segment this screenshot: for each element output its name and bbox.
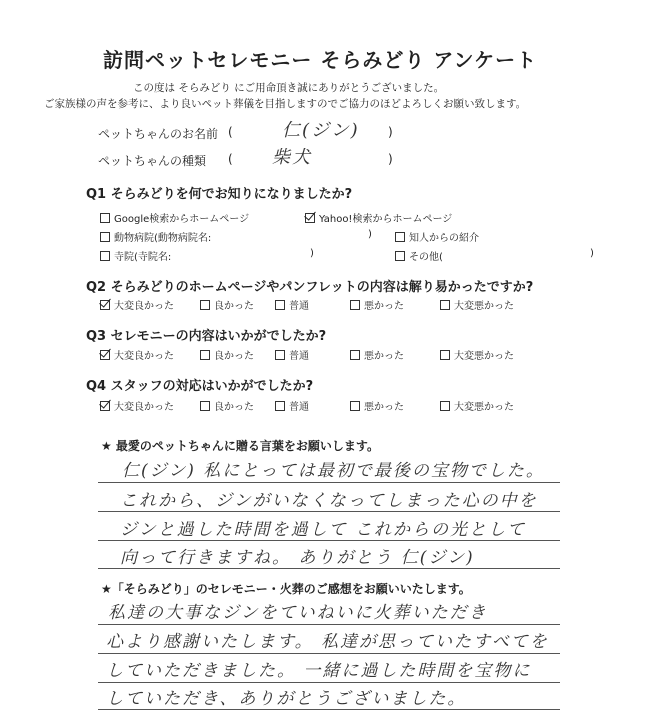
q4-option-very-bad[interactable] bbox=[440, 398, 514, 413]
option-label: 寺院(寺院名: bbox=[114, 252, 172, 263]
option-label: 普通 bbox=[289, 301, 309, 312]
checkbox[interactable] bbox=[200, 401, 210, 411]
writing-line bbox=[98, 540, 560, 541]
q1-option-temple-close: ) bbox=[310, 248, 314, 259]
q1-option-vet[interactable] bbox=[100, 229, 211, 244]
option-label: 悪かった bbox=[364, 301, 404, 312]
message-line-2[interactable]: これから、ジンがいなくなってしまった心の中を bbox=[120, 491, 538, 511]
checkbox[interactable] bbox=[100, 213, 110, 223]
writing-line bbox=[98, 568, 560, 569]
option-label: 大変悪かった bbox=[454, 402, 514, 413]
q1-option-other-close: ) bbox=[590, 248, 594, 259]
option-label: 大変良かった bbox=[114, 351, 174, 362]
checkbox[interactable] bbox=[440, 401, 450, 411]
message-line-4[interactable]: 向って行きますね。 ありがとう 仁(ジン) bbox=[120, 548, 475, 568]
checkbox[interactable] bbox=[200, 350, 210, 360]
checkbox[interactable] bbox=[440, 300, 450, 310]
q4-option-very-good[interactable] bbox=[100, 398, 174, 413]
option-label: 良かった bbox=[214, 351, 254, 362]
q3-question: Q3 セレモニーの内容はいかがでしたか? bbox=[86, 329, 327, 344]
q4-option-good[interactable] bbox=[200, 398, 254, 413]
option-label: 知人からの紹介 bbox=[409, 233, 479, 244]
pet-name-close-paren: ) bbox=[388, 125, 393, 139]
impression-line-4[interactable]: していただき、ありがとうございました。 bbox=[106, 689, 467, 709]
q1-question: Q1 そらみどりを何でお知りになりましたか? bbox=[86, 187, 353, 202]
intro-line-2: ご家族様の声を参考に、より良いペット葬儀を目指しますのでご協力のほどよろしくお願い致します。 bbox=[44, 98, 527, 110]
message-line-3[interactable]: ジンと過した時間を過して これからの光として bbox=[120, 520, 526, 540]
q4-question: Q4 スタッフの対応はいかがでしたか? bbox=[86, 379, 314, 394]
checkbox[interactable] bbox=[440, 350, 450, 360]
checkbox[interactable] bbox=[100, 251, 110, 261]
q1-option-friend[interactable] bbox=[395, 229, 479, 244]
page-title: 訪問ペットセレモニー そらみどり アンケート bbox=[103, 48, 538, 72]
option-label: 良かった bbox=[214, 402, 254, 413]
checkbox[interactable] bbox=[275, 300, 285, 310]
checkbox-checked[interactable] bbox=[305, 213, 315, 223]
writing-line bbox=[98, 709, 560, 710]
pet-name-label: ペットちゃんのお名前 bbox=[98, 127, 219, 141]
message-heading: ★ 最愛のペットちゃんに贈る言葉をお願いします。 bbox=[101, 439, 379, 453]
checkbox[interactable] bbox=[395, 232, 405, 242]
option-label: 悪かった bbox=[364, 402, 404, 413]
intro-line-1: この度は そらみどり にご用命頂き誠にありがとうございました。 bbox=[133, 82, 445, 94]
pet-name-open-paren: ( bbox=[228, 125, 233, 139]
impression-line-2[interactable]: 心より感謝いたします。 私達が思っていたすべてを bbox=[106, 632, 549, 652]
q4-option-bad[interactable] bbox=[350, 398, 404, 413]
writing-line bbox=[98, 624, 560, 625]
impression-heading: ★「そらみどり」のセレモニー・火葬のご感想をお願いいたします。 bbox=[101, 582, 471, 596]
option-label: 大変悪かった bbox=[454, 351, 514, 362]
option-label: 普通 bbox=[289, 402, 309, 413]
pet-breed-close-paren: ) bbox=[388, 152, 393, 166]
option-label: 普通 bbox=[289, 351, 309, 362]
q1-option-other[interactable] bbox=[395, 248, 443, 263]
writing-line bbox=[98, 682, 560, 683]
option-label: 良かった bbox=[214, 301, 254, 312]
q2-option-very-bad[interactable] bbox=[440, 297, 514, 312]
q3-option-very-bad[interactable] bbox=[440, 347, 514, 362]
q2-option-good[interactable] bbox=[200, 297, 254, 312]
q3-option-very-good[interactable] bbox=[100, 347, 174, 362]
pet-breed-label: ペットちゃんの種類 bbox=[98, 154, 207, 168]
option-label: 悪かった bbox=[364, 351, 404, 362]
checkbox-checked[interactable] bbox=[100, 401, 110, 411]
checkbox[interactable] bbox=[200, 300, 210, 310]
writing-line bbox=[98, 482, 560, 483]
impression-line-1[interactable]: 私達の大事なジンをていねいに火葬いただき bbox=[108, 603, 488, 623]
q1-option-temple[interactable] bbox=[100, 248, 171, 263]
pet-name-value[interactable]: 仁(ジン) bbox=[282, 120, 360, 141]
option-label: Yahoo!検索からホームページ bbox=[319, 214, 453, 225]
q4-option-average[interactable] bbox=[275, 398, 309, 413]
q1-option-vet-close: ) bbox=[368, 229, 372, 240]
option-label: 大変悪かった bbox=[454, 301, 514, 312]
message-line-1[interactable]: 仁(ジン) 私にとっては最初で最後の宝物でした。 bbox=[122, 461, 545, 481]
checkbox[interactable] bbox=[275, 350, 285, 360]
q2-question: Q2 そらみどりのホームページやパンフレットの内容は解り易かったですか? bbox=[86, 280, 534, 295]
writing-line bbox=[98, 511, 560, 512]
impression-line-3[interactable]: していただきました。 一緒に過した時間を宝物に bbox=[106, 661, 532, 681]
checkbox[interactable] bbox=[100, 232, 110, 242]
q1-option-google[interactable] bbox=[100, 210, 249, 225]
q2-option-average[interactable] bbox=[275, 297, 309, 312]
q3-option-average[interactable] bbox=[275, 347, 309, 362]
q1-option-yahoo[interactable] bbox=[305, 210, 452, 225]
checkbox-checked[interactable] bbox=[100, 300, 110, 310]
checkbox-checked[interactable] bbox=[100, 350, 110, 360]
checkbox[interactable] bbox=[395, 251, 405, 261]
q3-option-bad[interactable] bbox=[350, 347, 404, 362]
option-label: 大変良かった bbox=[114, 301, 174, 312]
q3-option-good[interactable] bbox=[200, 347, 254, 362]
option-label: 大変良かった bbox=[114, 402, 174, 413]
checkbox[interactable] bbox=[350, 350, 360, 360]
checkbox[interactable] bbox=[350, 300, 360, 310]
option-label: Google検索からホームページ bbox=[114, 214, 250, 225]
option-label: 動物病院(動物病院名: bbox=[114, 233, 212, 244]
checkbox[interactable] bbox=[350, 401, 360, 411]
pet-breed-value[interactable]: 柴犬 bbox=[272, 147, 312, 168]
q2-option-very-good[interactable] bbox=[100, 297, 174, 312]
writing-line bbox=[98, 653, 560, 654]
checkbox[interactable] bbox=[275, 401, 285, 411]
pet-breed-open-paren: ( bbox=[228, 152, 233, 166]
q2-option-bad[interactable] bbox=[350, 297, 404, 312]
option-label: その他( bbox=[409, 252, 443, 263]
